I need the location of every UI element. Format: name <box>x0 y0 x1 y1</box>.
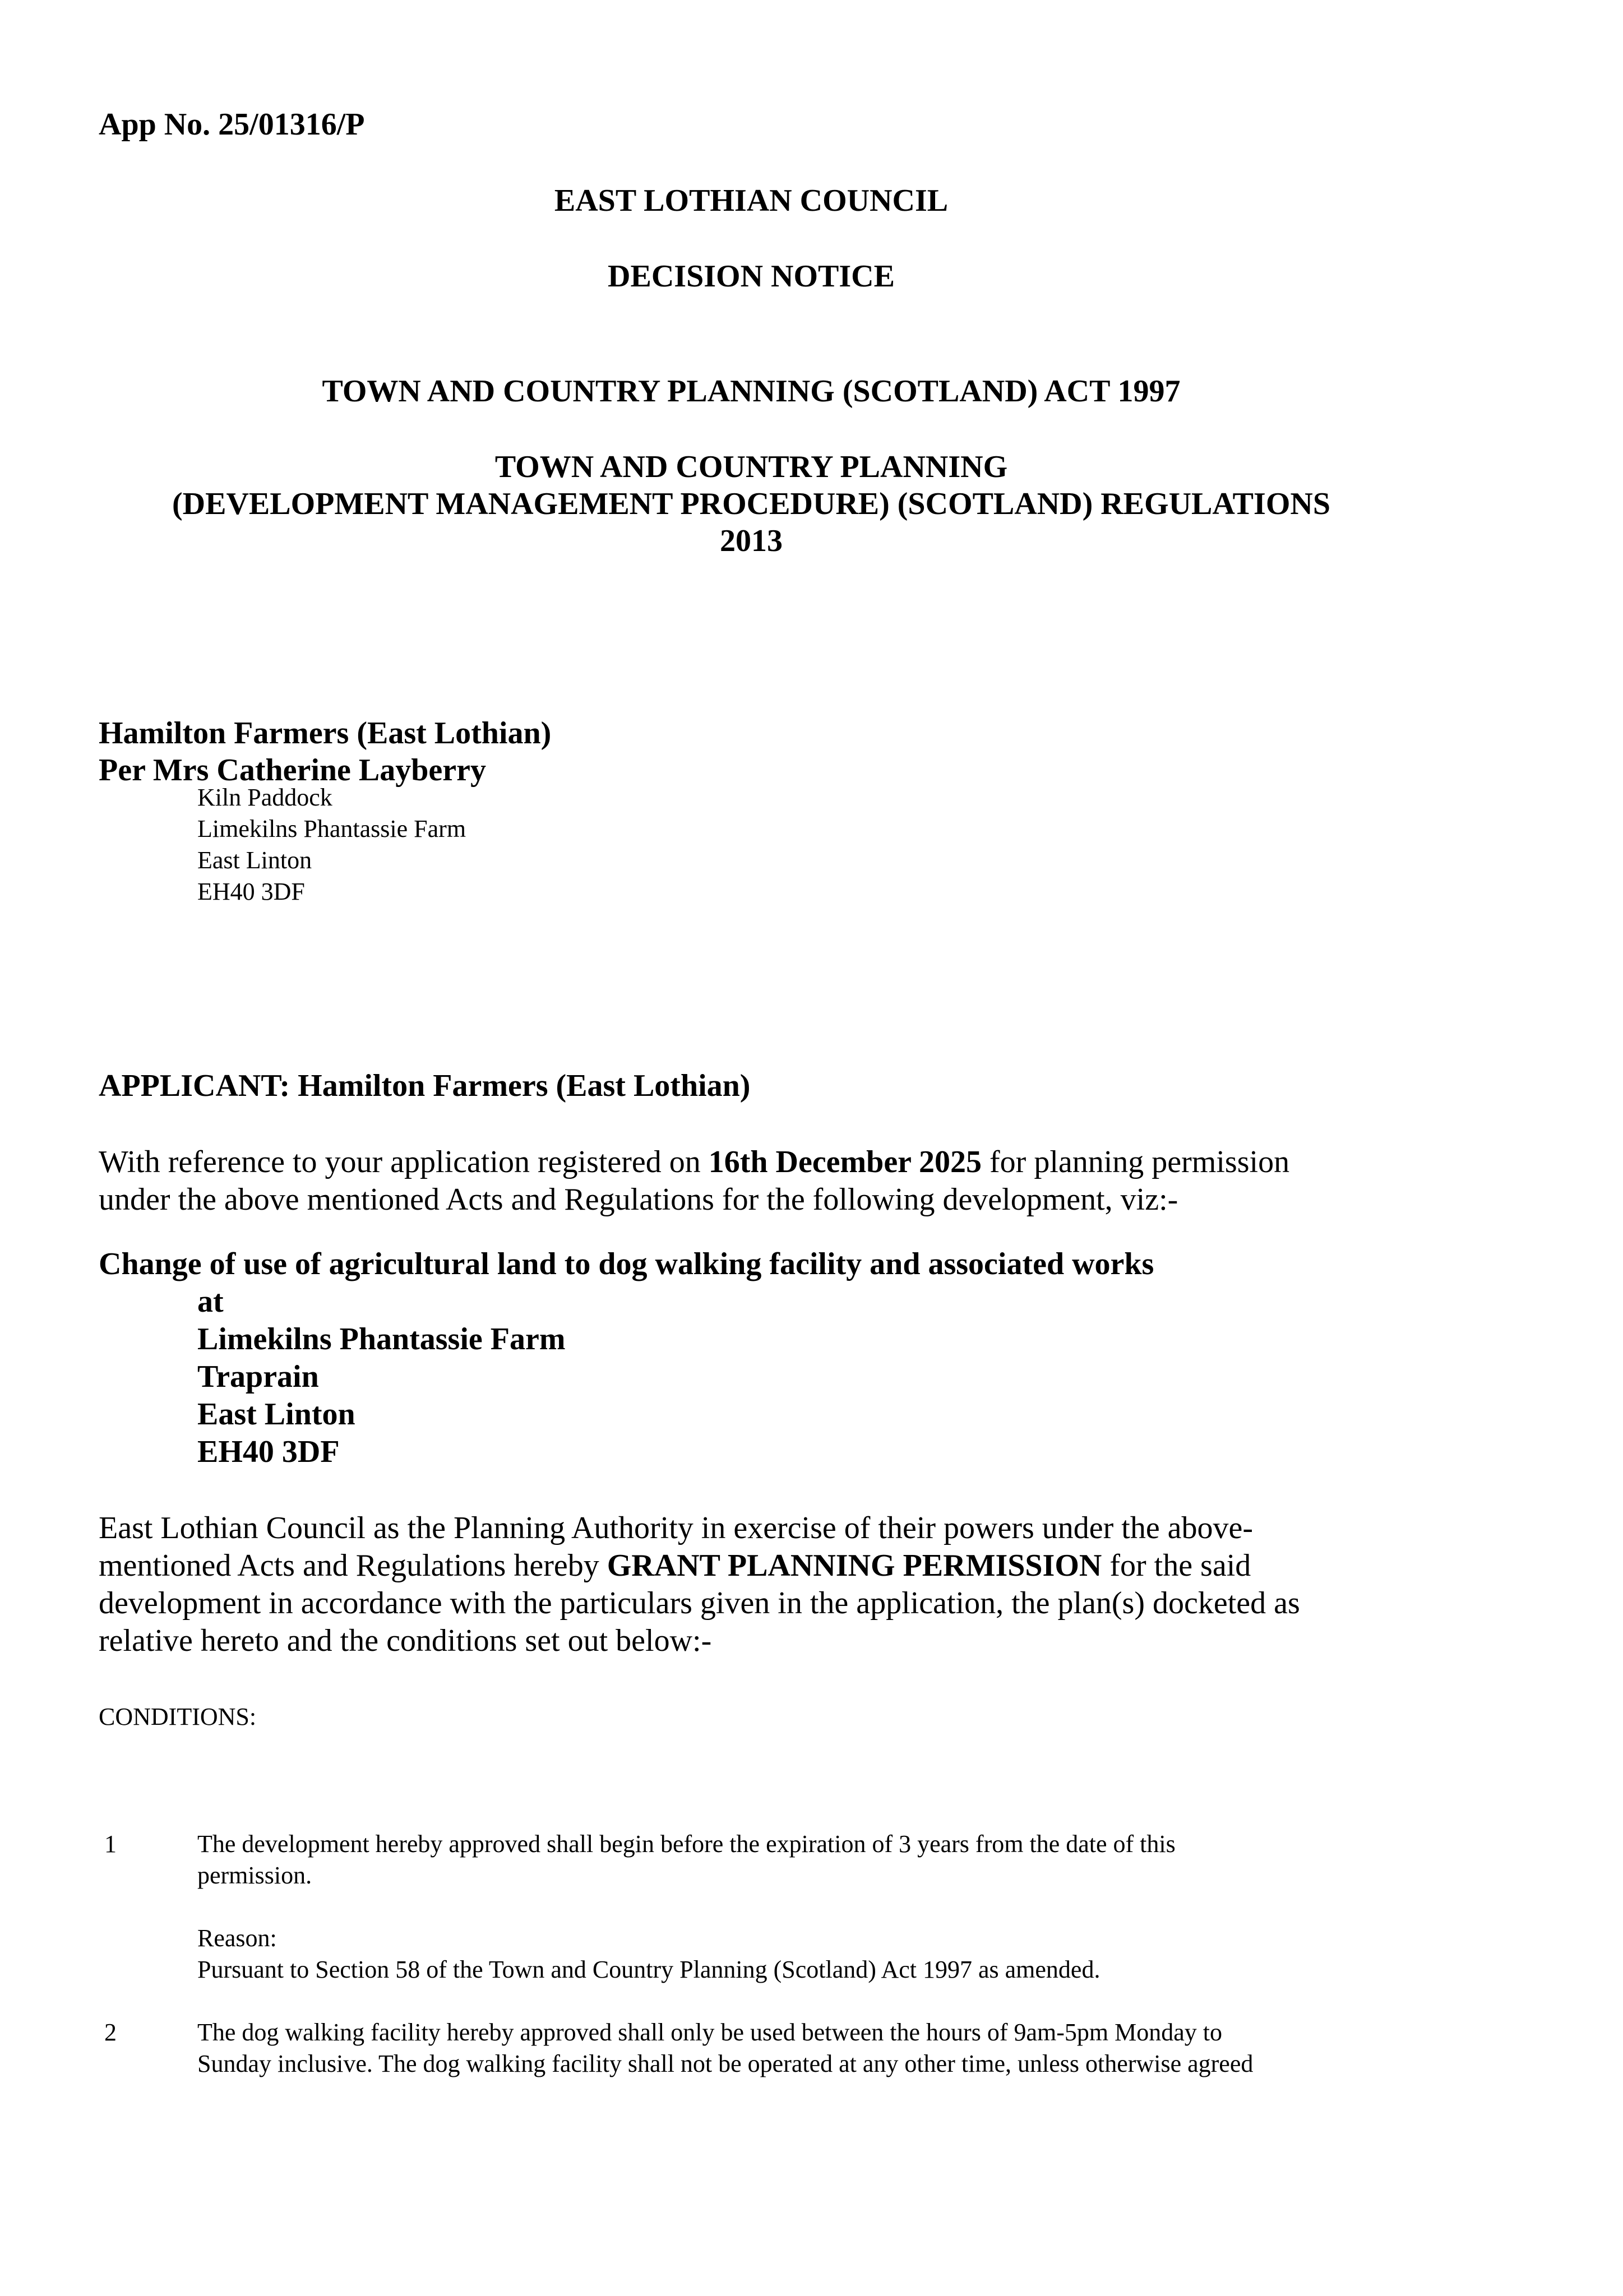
development-block <box>99 1246 1154 1471</box>
condition-number: 1 <box>104 1830 117 1858</box>
regulations-heading-line3: 2013 <box>720 524 783 558</box>
condition-text-line: permission. <box>197 1862 312 1889</box>
site-line: East Linton <box>197 1397 355 1432</box>
development-at: at <box>197 1284 224 1319</box>
address-line: Kiln Paddock <box>197 784 332 811</box>
address-line: East Linton <box>197 846 312 874</box>
site-line: Traprain <box>197 1359 319 1394</box>
applicant-line: APPLICANT: Hamilton Farmers (East Lothian) <box>99 1068 751 1103</box>
regulations-heading-line1: TOWN AND COUNTRY PLANNING <box>494 450 1008 484</box>
act-heading: TOWN AND COUNTRY PLANNING (SCOTLAND) ACT 1997 <box>322 374 1181 409</box>
decision-line3: development in accordance with the particulars given in the application, the plan(s) docketed as <box>99 1586 1300 1621</box>
decision-line1: East Lothian Council as the Planning Authority in exercise of their powers under the above- <box>99 1511 1254 1545</box>
addressee-name: Hamilton Farmers (East Lothian) <box>99 716 552 751</box>
reference-line1 <box>99 1144 1289 1181</box>
application-number: App No. 25/01316/P <box>99 107 365 142</box>
condition-reason-text: Pursuant to Section 58 of the Town and Country Planning (Scotland) Act 1997 as amended. <box>197 1956 1101 1983</box>
address-line: EH40 3DF <box>197 878 305 905</box>
reference-text-after: for planning permission <box>982 1145 1290 1179</box>
reference-line2: under the above mentioned Acts and Regulations for the following development, viz:- <box>99 1182 1178 1217</box>
condition-text-line: Sunday inclusive. The dog walking facility shall not be operated at any other time, unless otherwise agreed <box>197 2050 1254 2077</box>
conditions-label: CONDITIONS: <box>99 1703 257 1730</box>
decision-line2 <box>99 1547 1251 1585</box>
site-line: Limekilns Phantassie Farm <box>197 1322 566 1357</box>
condition-reason-label: Reason: <box>197 1924 277 1952</box>
notice-heading: DECISION NOTICE <box>608 259 895 294</box>
condition-text-line: The dog walking facility hereby approved shall only be used between the hours of 9am-5pm Monday to <box>197 2019 1222 2046</box>
development-description: Change of use of agricultural land to dog walking facility and associated works <box>99 1247 1154 1281</box>
decision-text-before: mentioned Acts and Regulations hereby <box>99 1548 607 1583</box>
registration-date: 16th December 2025 <box>708 1145 982 1179</box>
reference-text-before: With reference to your application registered on <box>99 1145 709 1179</box>
decision-outcome: GRANT PLANNING PERMISSION <box>607 1548 1102 1583</box>
condition-number: 2 <box>104 2019 117 2046</box>
decision-line4: relative hereto and the conditions set out below:- <box>99 1623 712 1658</box>
address-line: Limekilns Phantassie Farm <box>197 815 466 843</box>
addressee-address <box>197 782 466 908</box>
regulations-heading-line2: (DEVELOPMENT MANAGEMENT PROCEDURE) (SCOTLAND) REGULATIONS <box>172 487 1330 521</box>
decision-text-after: for the said <box>1102 1548 1251 1583</box>
addressee-per: Per Mrs Catherine Layberry <box>99 753 486 788</box>
site-line: EH40 3DF <box>197 1434 340 1469</box>
council-heading: EAST LOTHIAN COUNCIL <box>554 183 949 218</box>
condition-text-line: The development hereby approved shall begin before the expiration of 3 years from the date of this <box>197 1830 1176 1858</box>
